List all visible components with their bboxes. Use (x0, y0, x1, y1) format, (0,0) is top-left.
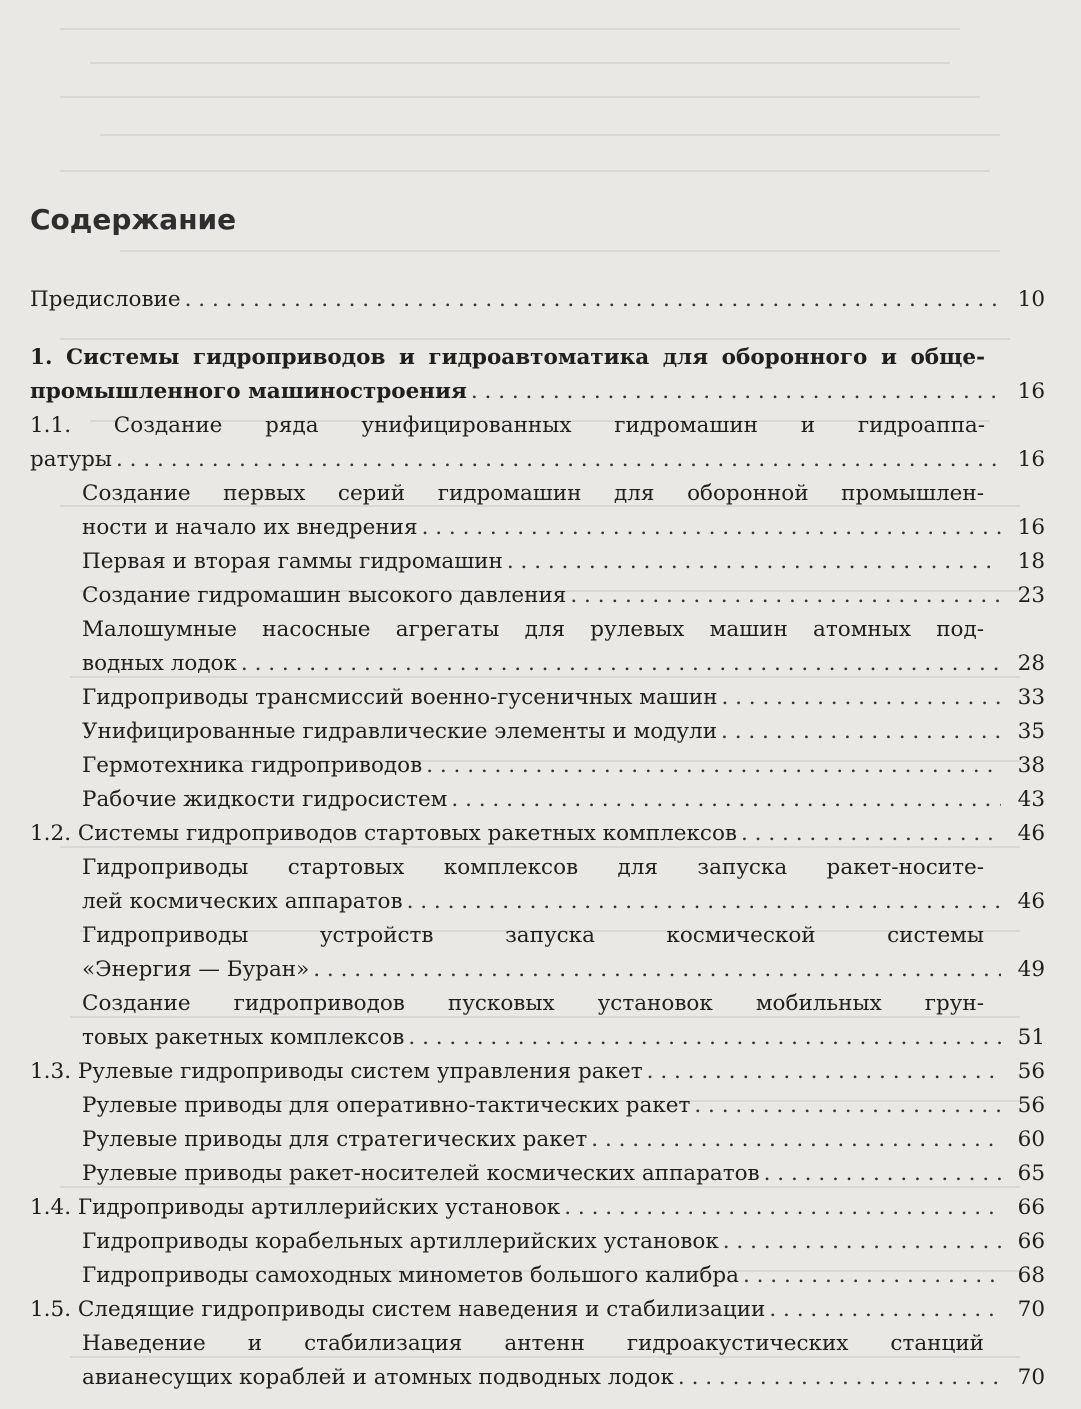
toc-entry-line (82, 1225, 1045, 1259)
page-number: 35 (1017, 719, 1045, 744)
page-number: 16 (1017, 515, 1045, 540)
page-number: 38 (1017, 753, 1045, 778)
toc-entry-line (30, 443, 1045, 477)
toc-entry-text: водных лодок (82, 651, 237, 676)
dot-leader (587, 1123, 1001, 1157)
toc-entry-line (30, 375, 1045, 409)
toc-entry-text: 1.1. Создание ряда унифицированных гидромашин и гидроаппа- (30, 413, 985, 438)
page-number: 23 (1017, 583, 1045, 608)
toc-entry-text: авианесущих кораблей и атомных подводных лодок (82, 1365, 674, 1390)
toc-entry-line (30, 1293, 1045, 1327)
dot-leader (760, 1157, 1001, 1191)
toc-entry-line (30, 283, 1045, 317)
page-number: 65 (1017, 1161, 1045, 1186)
toc-entry-line (82, 647, 1045, 681)
dot-leader (447, 783, 1001, 817)
dot-leader (467, 375, 1001, 409)
toc-entry-text: Первая и вторая гаммы гидромашин (82, 549, 503, 574)
toc-entry-line (82, 919, 984, 953)
dot-leader (674, 1361, 1001, 1395)
page-number: 56 (1017, 1059, 1045, 1084)
toc-entry-line (82, 987, 984, 1021)
toc-entry-line (30, 1191, 1045, 1225)
toc-entry-text: Рабочие жидкости гидросистем (82, 787, 448, 812)
page-number: 10 (1017, 287, 1045, 312)
dot-leader (566, 579, 1001, 613)
toc-entry-line (82, 953, 1045, 987)
toc-entry-text: «Энергия — Буран» (82, 957, 310, 982)
page-number: 18 (1017, 549, 1045, 574)
page-number: 28 (1017, 651, 1045, 676)
toc-entry-text: Гидроприводы устройств запуска космической системы (82, 923, 984, 948)
toc-entry-text: Унифицированные гидравлические элементы и модули (82, 719, 718, 744)
page-number: 43 (1017, 787, 1045, 812)
toc-entry-text: Создание гидроприводов пусковых установок мобильных грун- (82, 991, 984, 1016)
page-number: 51 (1017, 1025, 1045, 1050)
toc-entry-line (82, 1089, 1045, 1123)
toc-entry-text: Гидроприводы трансмиссий военно-гусеничных машин (82, 685, 718, 710)
page-number: 70 (1017, 1297, 1045, 1322)
toc-entry-text: Гермотехника гидроприводов (82, 753, 423, 778)
toc-entry-line (82, 749, 1045, 783)
toc-entry-line (82, 1123, 1045, 1157)
dot-leader (422, 749, 1001, 783)
toc-entry-text: Малошумные насосные агрегаты для рулевых машин атомных под- (82, 617, 984, 642)
toc-entry-text: промышленного машиностроения (30, 379, 467, 404)
toc-entry-text: Рулевые приводы для стратегических ракет (82, 1127, 588, 1152)
toc-entry-text: Предисловие (30, 287, 181, 312)
toc-entry-text: лей космических аппаратов (82, 889, 403, 914)
dot-leader (112, 443, 1001, 477)
dot-leader (717, 681, 1001, 715)
dot-leader (643, 1055, 1001, 1089)
page-number: 56 (1017, 1093, 1045, 1118)
dot-leader (181, 283, 1001, 317)
toc-entry-line (30, 341, 985, 375)
page-number: 16 (1017, 379, 1045, 404)
page-number: 49 (1017, 957, 1045, 982)
page-number: 66 (1017, 1229, 1045, 1254)
toc-entry-text: товых ракетных комплексов (82, 1025, 405, 1050)
toc-entry-line (82, 579, 1045, 613)
toc-entry-line (82, 851, 984, 885)
toc-entry-line (82, 613, 984, 647)
page-number: 16 (1017, 447, 1045, 472)
dot-leader (404, 1021, 1001, 1055)
dot-leader (403, 885, 1001, 919)
toc-entry-text: Рулевые приводы для оперативно-тактических ракет (82, 1093, 691, 1118)
page-number: 66 (1017, 1195, 1045, 1220)
dot-leader (717, 715, 1001, 749)
dot-leader (309, 953, 1001, 987)
toc-entry-text: Создание гидромашин высокого давления (82, 583, 567, 608)
dot-leader (739, 1259, 1001, 1293)
dot-leader (719, 1225, 1001, 1259)
toc-entry-text: ности и начало их внедрения (82, 515, 418, 540)
page-number: 33 (1017, 685, 1045, 710)
toc-entry-line (82, 477, 984, 511)
page-number: 70 (1017, 1365, 1045, 1390)
toc-entry-line (82, 1021, 1045, 1055)
toc-entry-line (82, 545, 1045, 579)
toc-entry-line (82, 1259, 1045, 1293)
dot-leader (560, 1191, 1001, 1225)
dot-leader (765, 1293, 1001, 1327)
toc-entry-line (82, 885, 1045, 919)
toc-entry-text: Гидроприводы стартовых комплексов для запуска ракет-носите- (82, 855, 984, 880)
dot-leader (418, 511, 1001, 545)
toc-entry-line (30, 817, 1045, 851)
toc-entry-text: 1.5. Следящие гидроприводы систем наведения и стабилизации (30, 1297, 766, 1322)
toc-entry-text: 1.2. Системы гидроприводов стартовых ракетных комплексов (30, 821, 738, 846)
toc-entry-line (82, 783, 1045, 817)
toc-entry-text: Создание первых серий гидромашин для оборонной промышлен- (82, 481, 984, 506)
page-number: 46 (1017, 889, 1045, 914)
toc-entry-line (30, 409, 985, 443)
toc-entry-text: Рулевые приводы ракет-носителей космических аппаратов (82, 1161, 760, 1186)
page-number: 68 (1017, 1263, 1045, 1288)
page-title: Содержание (30, 203, 237, 236)
toc-entry-line (82, 715, 1045, 749)
dot-leader (737, 817, 1001, 851)
dot-leader (690, 1089, 1001, 1123)
dot-leader (237, 647, 1001, 681)
toc-entry-line (82, 1361, 1045, 1395)
toc-entry-line (82, 1157, 1045, 1191)
toc-entry-text: 1. Системы гидроприводов и гидроавтоматика для оборонного и обще- (30, 345, 985, 370)
page-number: 60 (1017, 1127, 1045, 1152)
toc-entry-text: 1.4. Гидроприводы артиллерийских установок (30, 1195, 561, 1220)
toc-entry-line (82, 681, 1045, 715)
toc-entry-line (82, 511, 1045, 545)
toc-entry-text: Гидроприводы корабельных артиллерийских установок (82, 1229, 719, 1254)
toc-entry-line (30, 1055, 1045, 1089)
toc-entry-line (82, 1327, 984, 1361)
toc-entry-text: Гидроприводы самоходных минометов большого калибра (82, 1263, 739, 1288)
toc-entry-text: Наведение и стабилизация антенн гидроакустических станций (82, 1331, 984, 1356)
dot-leader (503, 545, 1001, 579)
toc-entry-text: ратуры (30, 447, 113, 472)
toc-entry-text: 1.3. Рулевые гидроприводы систем управления ракет (30, 1059, 643, 1084)
page-number: 46 (1017, 821, 1045, 846)
